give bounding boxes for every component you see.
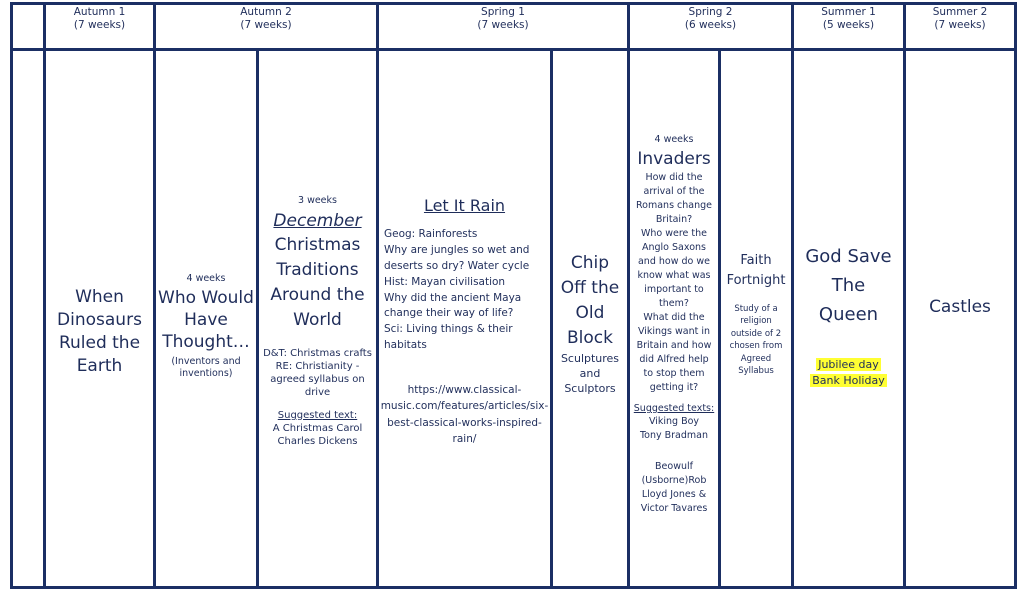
topic-weeks: 4 weeks [654,134,694,145]
topic-title: Chip Off the Old Block [560,252,620,348]
topic-details: D&T: Christmas crafts RE: Christianity - agreed syllabus on drive [263,347,372,398]
topic-title: Let It Rain [423,196,506,216]
suggested-book: Beowulf (Usborne)Rob Lloyd Jones & Victor Tavares [640,461,708,514]
holiday-note: Jubilee day Bank Holiday [812,357,885,387]
suggested-text-label: Suggested text: [277,409,358,421]
suggested-book: A Christmas Carol Charles Dickens [272,422,363,447]
header-spring-2 [630,6,791,46]
topic-title: Castles [929,296,991,317]
topic-weeks: 4 weeks [186,272,226,284]
term-weeks: (7 weeks) [477,19,529,31]
term-weeks: (7 weeks) [73,19,126,31]
term-weeks: (6 weeks) [684,19,737,31]
header-autumn-2 [156,6,376,46]
term-name: Summer 2 [932,6,988,18]
cell-autumn-2b [259,54,376,584]
cell-spring-1b [553,54,627,584]
header-divider [10,48,1017,51]
term-name: Autumn 1 [73,6,126,18]
term-weeks: (5 weeks) [822,19,875,31]
cell-spring-1 [379,54,550,584]
topic-title: Christmas Traditions Around the World [270,234,365,330]
topic-subtitle: Sculptures and Sculptors [560,351,620,395]
term-name: Spring 2 [688,6,733,18]
term-name: Summer 1 [821,6,876,18]
cell-spring-2a [630,54,718,584]
topic-month: December [273,210,362,231]
header-spring-1 [379,6,627,46]
topic-subtitle: Study of a religion outside of 2 chosen from Agreed Syllabus [729,303,783,376]
topic-weeks: 3 weeks [298,194,337,206]
suggested-book: Viking Boy Tony Bradman [639,416,709,441]
suggested-texts-label: Suggested texts: [633,403,715,414]
topic-subtitle: (Inventors and inventions) [171,355,241,379]
resource-link[interactable]: https://www.classical- music.com/features/articles/six- best-classical-works-inspired- rain/ [380,383,549,446]
topic-title: Faith Fortnight [726,252,786,288]
topic-details: Geog: Rainforests Why are jungles so wet and deserts so dry? Water cycle Hist: Mayan civilisation Why did the ancient Maya change their way of life? Sci: Living things & their habitats [384,228,530,351]
cell-autumn-1 [46,54,153,584]
topic-title: Invaders [637,149,711,169]
term-name: Autumn 2 [240,6,292,18]
topic-questions: How did the arrival of the Romans change Britain? Who were the Anglo Saxons and how do we know what was important to them? What did the Vikings want in Britain and how did Alfred help to stop them getting it? [635,172,712,393]
topic-title: Who Would Have Thought… [158,287,254,352]
term-weeks: (7 weeks) [240,19,292,31]
term-name: Spring 1 [481,6,525,18]
header-autumn-1 [46,6,153,46]
cell-summer-2 [906,54,1014,584]
cell-spring-2b [721,54,791,584]
header-summer-2 [906,6,1014,46]
cell-autumn-2a [156,54,256,584]
cell-summer-1 [794,54,903,584]
term-weeks: (7 weeks) [934,19,986,31]
topic-title: God Save The Queen [805,245,892,325]
header-summer-1 [794,6,903,46]
topic-title: When Dinosaurs Ruled the Earth [57,287,142,376]
